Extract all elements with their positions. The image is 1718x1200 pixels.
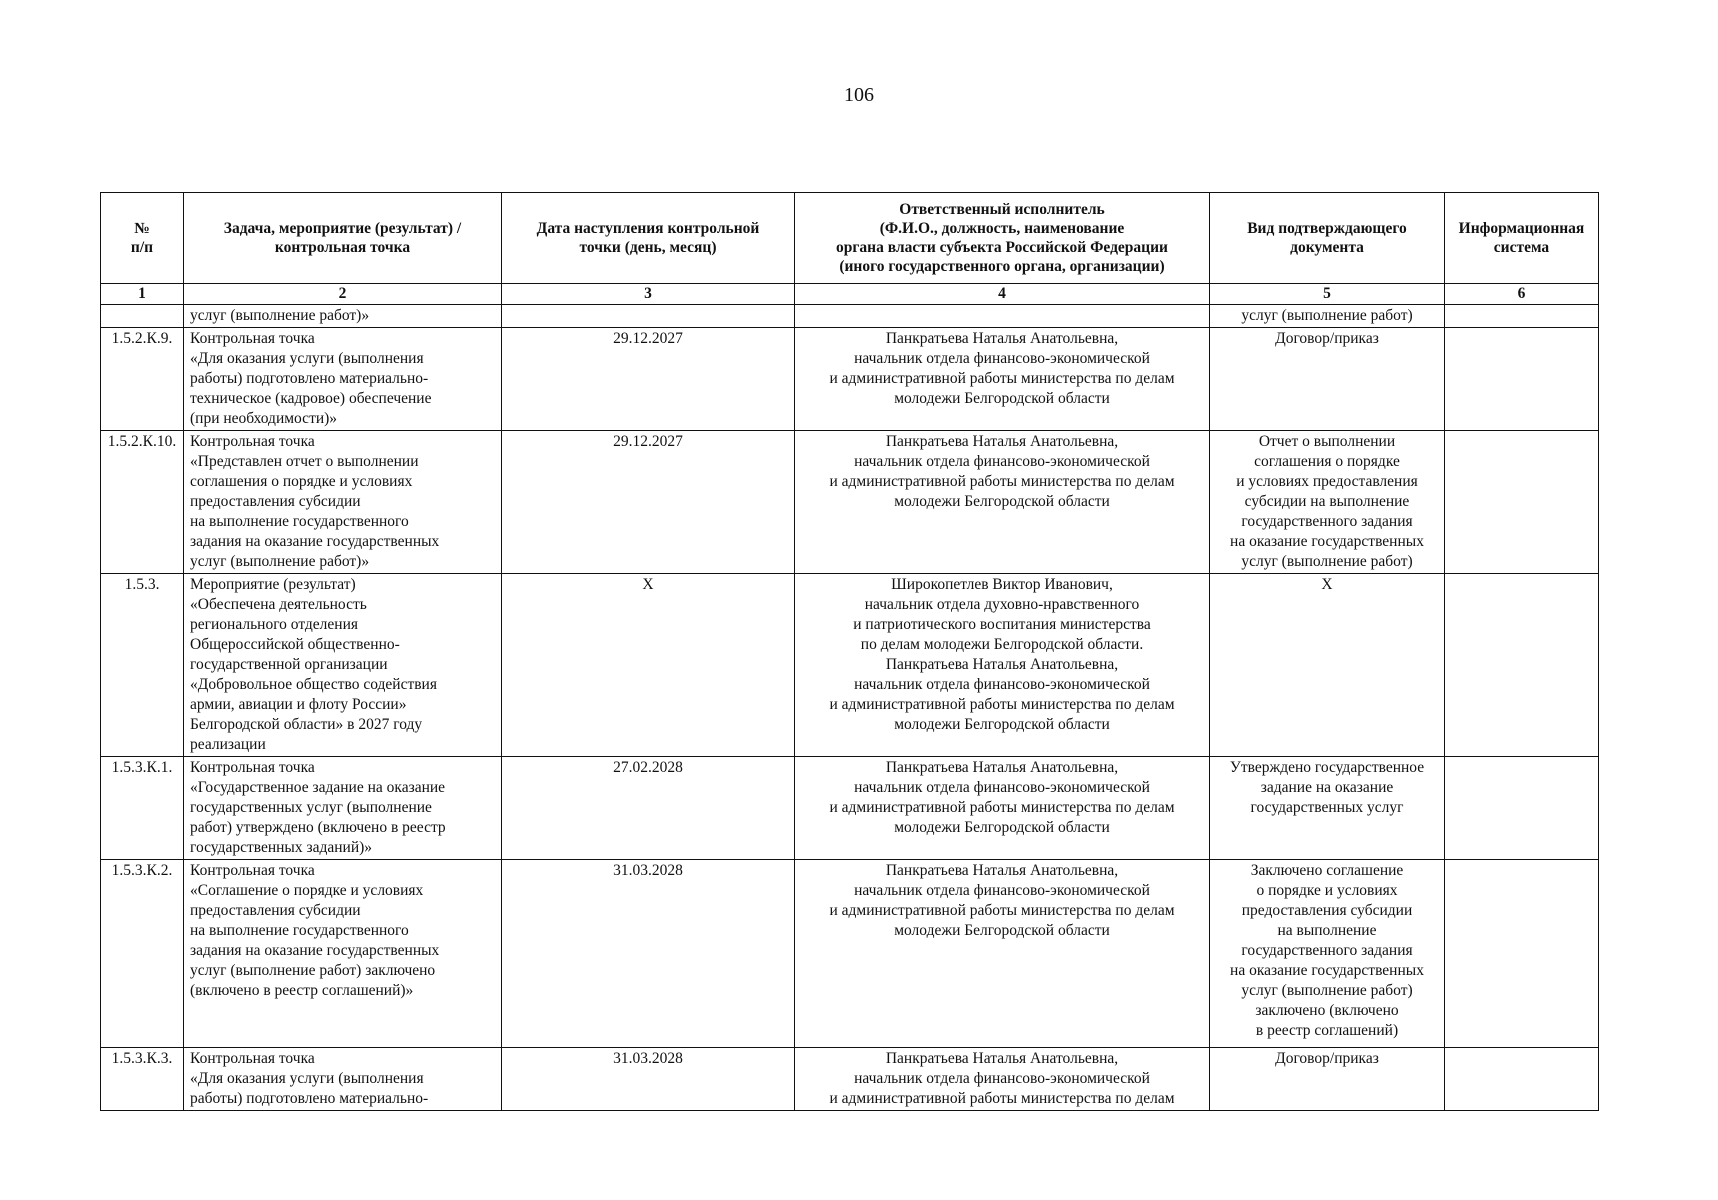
cell-task: Контрольная точка «Государственное задание на оказание государственных услуг (выполнение работ) утверждено (включено в реестр государственных заданий)» bbox=[184, 757, 502, 860]
cell-date: 29.12.2027 bbox=[502, 431, 795, 574]
cell-system bbox=[1445, 574, 1599, 757]
cell-responsible: Широкопетлев Виктор Иванович, начальник отдела духовно-нравственного и патриотического воспитания министерства по делам молодежи Белгородской области. Панкратьева Наталья Анатольевна, начальник отдела финансово-экономической и административной работы министерства по делам молодежи Белгородской области bbox=[795, 574, 1210, 757]
column-number: 2 bbox=[184, 284, 502, 305]
cell-document: Заключено соглашение о порядке и условиях предоставления субсидии на выполнение государственного задания на оказание государственных услуг (выполнение работ) заключено (включено в реестр соглашений) bbox=[1210, 860, 1445, 1048]
cell-system bbox=[1445, 1048, 1599, 1111]
table-row bbox=[101, 328, 1599, 431]
cell-document: Отчет о выполнении соглашения о порядке и условиях предоставления субсидии на выполнение государственного задания на оказание государственных услуг (выполнение работ) bbox=[1210, 431, 1445, 574]
column-number-row bbox=[101, 284, 1599, 305]
cell-system bbox=[1445, 328, 1599, 431]
cell-task: Контрольная точка «Соглашение о порядке и условиях предоставления субсидии на выполнение государственного задания на оказание государственных услуг (выполнение работ) заключено (включено в реестр соглашений)» bbox=[184, 860, 502, 1048]
table-row bbox=[101, 1048, 1599, 1111]
cell-responsible bbox=[795, 305, 1210, 328]
cell-responsible: Панкратьева Наталья Анатольевна, начальник отдела финансово-экономической и административной работы министерства по делам bbox=[795, 1048, 1210, 1111]
cell-document: Утверждено государственное задание на оказание государственных услуг bbox=[1210, 757, 1445, 860]
cell-task: Контрольная точка «Для оказания услуги (выполнения работы) подготовлено материально- bbox=[184, 1048, 502, 1111]
cell-document: услуг (выполнение работ) bbox=[1210, 305, 1445, 328]
cell-task: Контрольная точка «Представлен отчет о выполнении соглашения о порядке и условиях предоставления субсидии на выполнение государственного задания на оказание государственных услуг (выполнение работ)» bbox=[184, 431, 502, 574]
page-number: 106 bbox=[844, 84, 874, 106]
cell-date: 29.12.2027 bbox=[502, 328, 795, 431]
cell-document: Договор/приказ bbox=[1210, 328, 1445, 431]
cell-number: 1.5.3.К.1. bbox=[101, 757, 184, 860]
table-row bbox=[101, 757, 1599, 860]
cell-responsible: Панкратьева Наталья Анатольевна, начальник отдела финансово-экономической и административной работы министерства по делам молодежи Белгородской области bbox=[795, 757, 1210, 860]
cell-responsible: Панкратьева Наталья Анатольевна, начальник отдела финансово-экономической и административной работы министерства по делам молодежи Белгородской области bbox=[795, 860, 1210, 1048]
cell-number bbox=[101, 305, 184, 328]
cell-document: Договор/приказ bbox=[1210, 1048, 1445, 1111]
cell-task: Мероприятие (результат) «Обеспечена деятельность регионального отделения Общероссийской общественно- государственной организации «Добровольное общество содействия армии, авиации и флоту России» Белгородской области» в 2027 году реализации bbox=[184, 574, 502, 757]
column-number: 3 bbox=[502, 284, 795, 305]
cell-system bbox=[1445, 860, 1599, 1048]
cell-date: 31.03.2028 bbox=[502, 1048, 795, 1111]
header-date: Дата наступления контрольной точки (день, месяц) bbox=[502, 193, 795, 284]
table-row bbox=[101, 574, 1599, 757]
column-number: 4 bbox=[795, 284, 1210, 305]
continuation-row bbox=[101, 305, 1599, 328]
cell-responsible: Панкратьева Наталья Анатольевна, начальник отдела финансово-экономической и административной работы министерства по делам молодежи Белгородской области bbox=[795, 431, 1210, 574]
control-points-table bbox=[100, 192, 1599, 1111]
column-number: 1 bbox=[101, 284, 184, 305]
cell-number: 1.5.3.К.2. bbox=[101, 860, 184, 1048]
cell-date bbox=[502, 305, 795, 328]
table-row bbox=[101, 431, 1599, 574]
table-row bbox=[101, 860, 1599, 1048]
cell-number: 1.5.3. bbox=[101, 574, 184, 757]
column-number: 5 bbox=[1210, 284, 1445, 305]
cell-number: 1.5.3.К.3. bbox=[101, 1048, 184, 1111]
cell-document: Х bbox=[1210, 574, 1445, 757]
header-document: Вид подтверждающего документа bbox=[1210, 193, 1445, 284]
cell-number: 1.5.2.К.9. bbox=[101, 328, 184, 431]
header-system: Информационная система bbox=[1445, 193, 1599, 284]
cell-system bbox=[1445, 305, 1599, 328]
header-task: Задача, мероприятие (результат) / контрольная точка bbox=[184, 193, 502, 284]
cell-number: 1.5.2.К.10. bbox=[101, 431, 184, 574]
header-number: № п/п bbox=[101, 193, 184, 284]
cell-date: Х bbox=[502, 574, 795, 757]
header-responsible: Ответственный исполнитель (Ф.И.О., должность, наименование органа власти субъекта Российской Федерации (иного государственного органа, организации) bbox=[795, 193, 1210, 284]
cell-date: 27.02.2028 bbox=[502, 757, 795, 860]
column-number: 6 bbox=[1445, 284, 1599, 305]
cell-task: Контрольная точка «Для оказания услуги (выполнения работы) подготовлено материально- техническое (кадровое) обеспечение (при необходимости)» bbox=[184, 328, 502, 431]
cell-task: услуг (выполнение работ)» bbox=[184, 305, 502, 328]
cell-responsible: Панкратьева Наталья Анатольевна, начальник отдела финансово-экономической и административной работы министерства по делам молодежи Белгородской области bbox=[795, 328, 1210, 431]
cell-date: 31.03.2028 bbox=[502, 860, 795, 1048]
table-header-row bbox=[101, 193, 1599, 284]
cell-system bbox=[1445, 757, 1599, 860]
cell-system bbox=[1445, 431, 1599, 574]
